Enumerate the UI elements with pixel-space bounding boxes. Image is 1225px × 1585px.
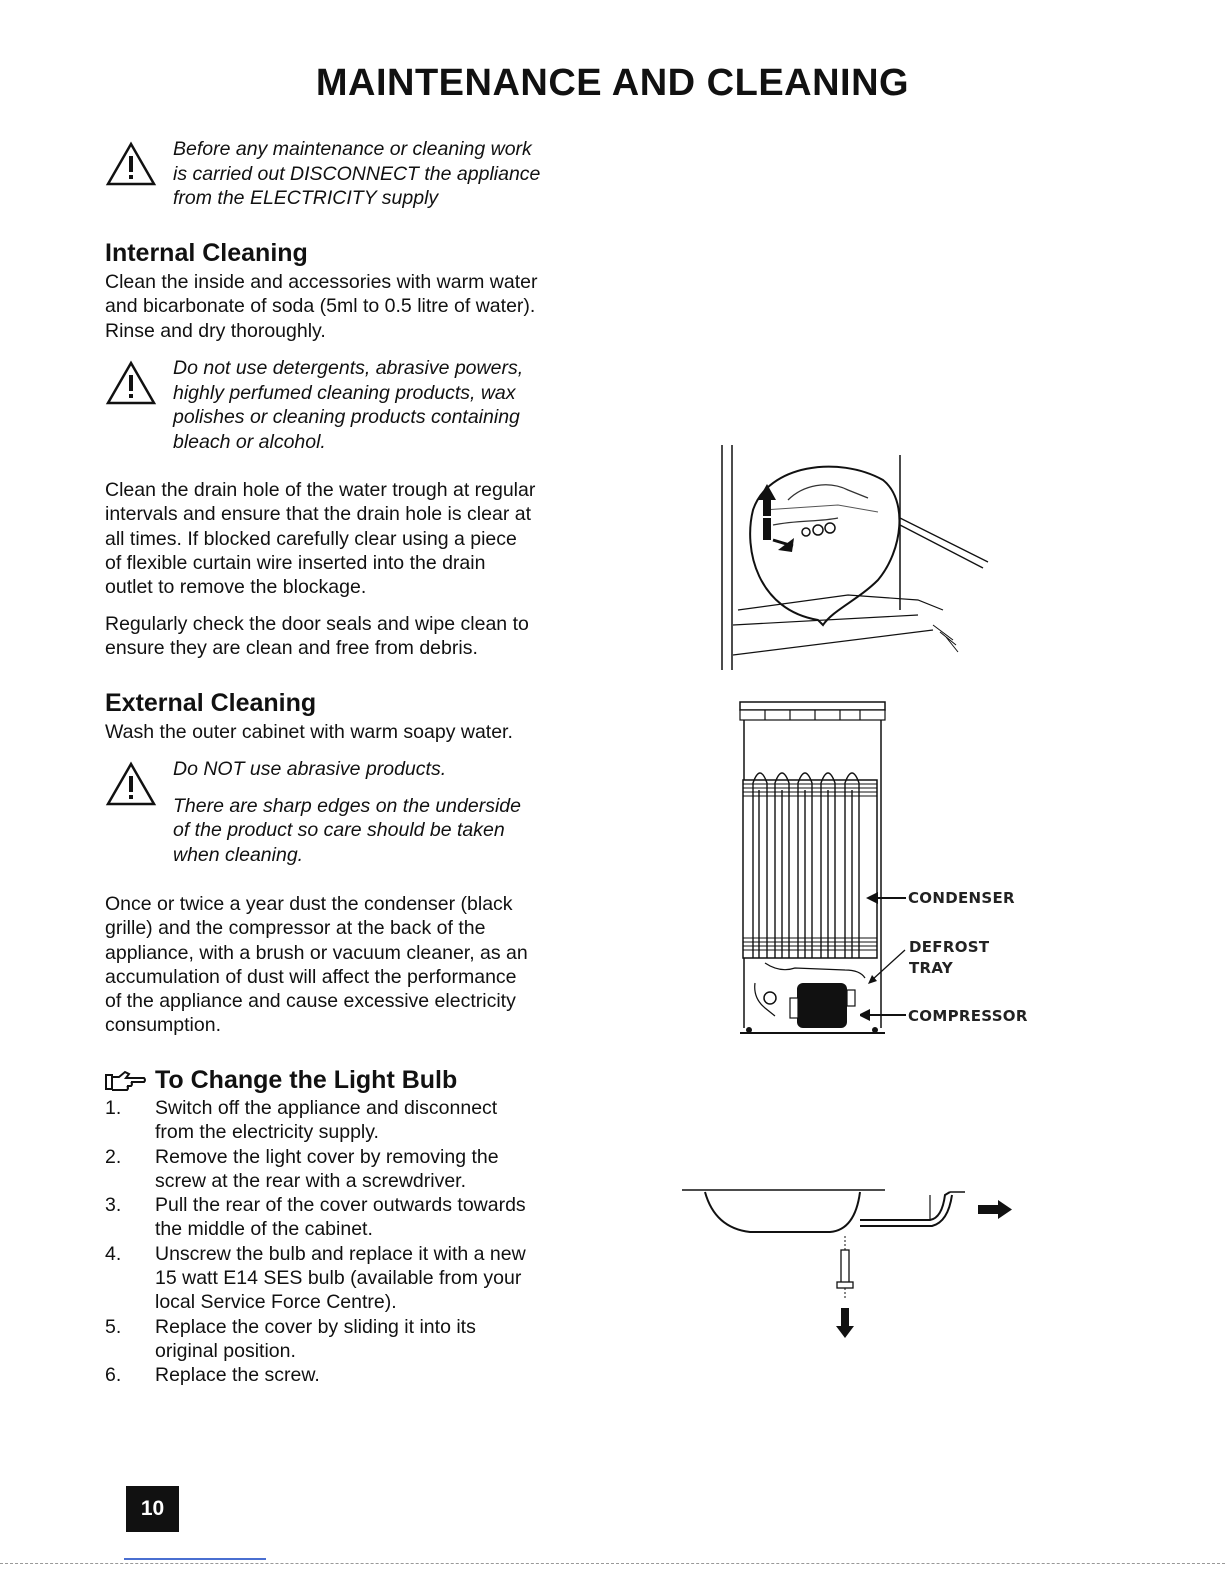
warning-triangle-icon xyxy=(105,141,157,187)
list-item xyxy=(105,1242,575,1315)
list-item xyxy=(105,1193,575,1242)
text-line: grille) and the compressor at the back of the xyxy=(105,917,486,940)
pointing-hand-icon xyxy=(105,1069,147,1093)
warning-line: of the product so care should be taken xyxy=(173,819,505,841)
text-line: ensure they are clean and free from debris. xyxy=(105,637,478,660)
step-text xyxy=(155,1145,499,1194)
text-line: outlet to remove the blockage. xyxy=(105,576,367,599)
warning-text xyxy=(173,356,585,454)
text-line: Replace the cover by sliding it into its xyxy=(155,1315,476,1338)
step-text xyxy=(155,1242,526,1315)
label-compressor: COMPRESSOR xyxy=(908,1007,1028,1025)
external-intro xyxy=(105,720,580,744)
external-cleaning-heading: External Cleaning xyxy=(105,689,317,717)
light-bulb-heading-text: To Change the Light Bulb xyxy=(155,1066,458,1094)
step-number: 3. xyxy=(105,1194,122,1217)
warning-text xyxy=(173,137,585,211)
warning-line: polishes or cleaning products containing xyxy=(173,406,520,428)
step-number: 5. xyxy=(105,1315,122,1338)
text-line: Clean the inside and accessories with warm water xyxy=(105,271,538,293)
warning-line: bleach or alcohol. xyxy=(173,430,326,453)
text-line: Once or twice a year dust the condenser (black xyxy=(105,893,513,915)
warning-disconnect xyxy=(105,137,585,211)
text-line: Pull the rear of the cover outwards towards xyxy=(155,1194,526,1217)
callout-arrows xyxy=(860,885,910,1030)
warning-line: when cleaning. xyxy=(173,843,304,866)
warning-line: is carried out DISCONNECT the appliance xyxy=(173,162,541,185)
footer-divider xyxy=(0,1563,1225,1564)
internal-intro xyxy=(105,270,580,343)
text-line: Remove the light cover by removing the xyxy=(155,1145,499,1168)
warning-triangle-icon xyxy=(105,360,157,406)
bulb-steps xyxy=(105,1096,575,1388)
text-line: accumulation of dust will affect the performance xyxy=(105,965,517,988)
warning-line: from the ELECTRICITY supply xyxy=(173,187,439,209)
drain-paragraph xyxy=(105,478,580,599)
warning-line: Do not use detergents, abrasive powers, xyxy=(173,357,524,379)
light-cover-illustration xyxy=(680,1180,1020,1350)
condenser-paragraph xyxy=(105,892,580,1038)
text-line: appliance, with a brush or vacuum cleaner, as an xyxy=(105,941,528,964)
warning-detergents xyxy=(105,356,585,454)
warning-abrasive xyxy=(105,757,585,867)
text-line: all times. If blocked carefully clear using a piece xyxy=(105,527,517,550)
warning-line: highly perfumed cleaning products, wax xyxy=(173,381,516,404)
text-line: of the appliance and cause excessive electricity xyxy=(105,990,516,1013)
step-text xyxy=(155,1193,526,1242)
text-line: and bicarbonate of soda (5ml to 0.5 litre of water). xyxy=(105,295,536,318)
page-title: MAINTENANCE AND CLEANING xyxy=(315,62,910,104)
text-line: from the electricity supply. xyxy=(155,1121,379,1144)
internal-cleaning-heading: Internal Cleaning xyxy=(105,239,308,267)
step-text xyxy=(155,1096,497,1145)
warning-line: Do NOT use abrasive products. xyxy=(173,758,447,780)
text-line: the middle of the cabinet. xyxy=(155,1218,373,1241)
light-bulb-heading xyxy=(105,1066,457,1095)
text-line: intervals and ensure that the drain hole is clear at xyxy=(105,503,532,526)
text-line: local Service Force Centre). xyxy=(155,1291,397,1314)
text-line: Replace the screw. xyxy=(155,1364,320,1387)
step-number: 2. xyxy=(105,1145,122,1168)
list-item xyxy=(105,1315,575,1364)
text-line: 15 watt E14 SES bulb (available from your xyxy=(155,1267,522,1290)
text-line: Regularly check the door seals and wipe clean to xyxy=(105,613,529,635)
text-line: Unscrew the bulb and replace it with a new xyxy=(155,1242,526,1265)
text-line: Clean the drain hole of the water trough at regular xyxy=(105,479,536,501)
list-item xyxy=(105,1096,575,1145)
text-line: original position. xyxy=(155,1339,296,1362)
label-defrost: DEFROST xyxy=(909,938,990,956)
drain-hole-illustration xyxy=(718,440,998,675)
step-text xyxy=(155,1315,476,1364)
warning-line: There are sharp edges on the underside xyxy=(173,794,521,817)
text-line: screw at the rear with a screwdriver. xyxy=(155,1169,467,1192)
text-line: Wash the outer cabinet with warm soapy water. xyxy=(105,721,513,743)
step-text xyxy=(155,1363,320,1387)
label-tray: TRAY xyxy=(909,959,954,977)
footer-link-underline xyxy=(124,1558,266,1560)
step-number: 6. xyxy=(105,1364,122,1387)
warning-text xyxy=(173,757,585,867)
list-item xyxy=(105,1363,575,1387)
step-number: 1. xyxy=(105,1097,122,1119)
text-line: of flexible curtain wire inserted into the drain xyxy=(105,551,486,574)
label-condenser: CONDENSER xyxy=(908,889,1015,907)
text-line: Switch off the appliance and disconnect xyxy=(155,1097,498,1119)
warning-triangle-icon xyxy=(105,761,157,807)
text-line: consumption. xyxy=(105,1014,221,1037)
step-number: 4. xyxy=(105,1242,122,1265)
page-number: 10 xyxy=(126,1486,179,1532)
list-item xyxy=(105,1145,575,1194)
text-line: Rinse and dry thoroughly. xyxy=(105,319,326,342)
warning-line: Before any maintenance or cleaning work xyxy=(173,138,532,160)
seals-paragraph xyxy=(105,612,580,661)
